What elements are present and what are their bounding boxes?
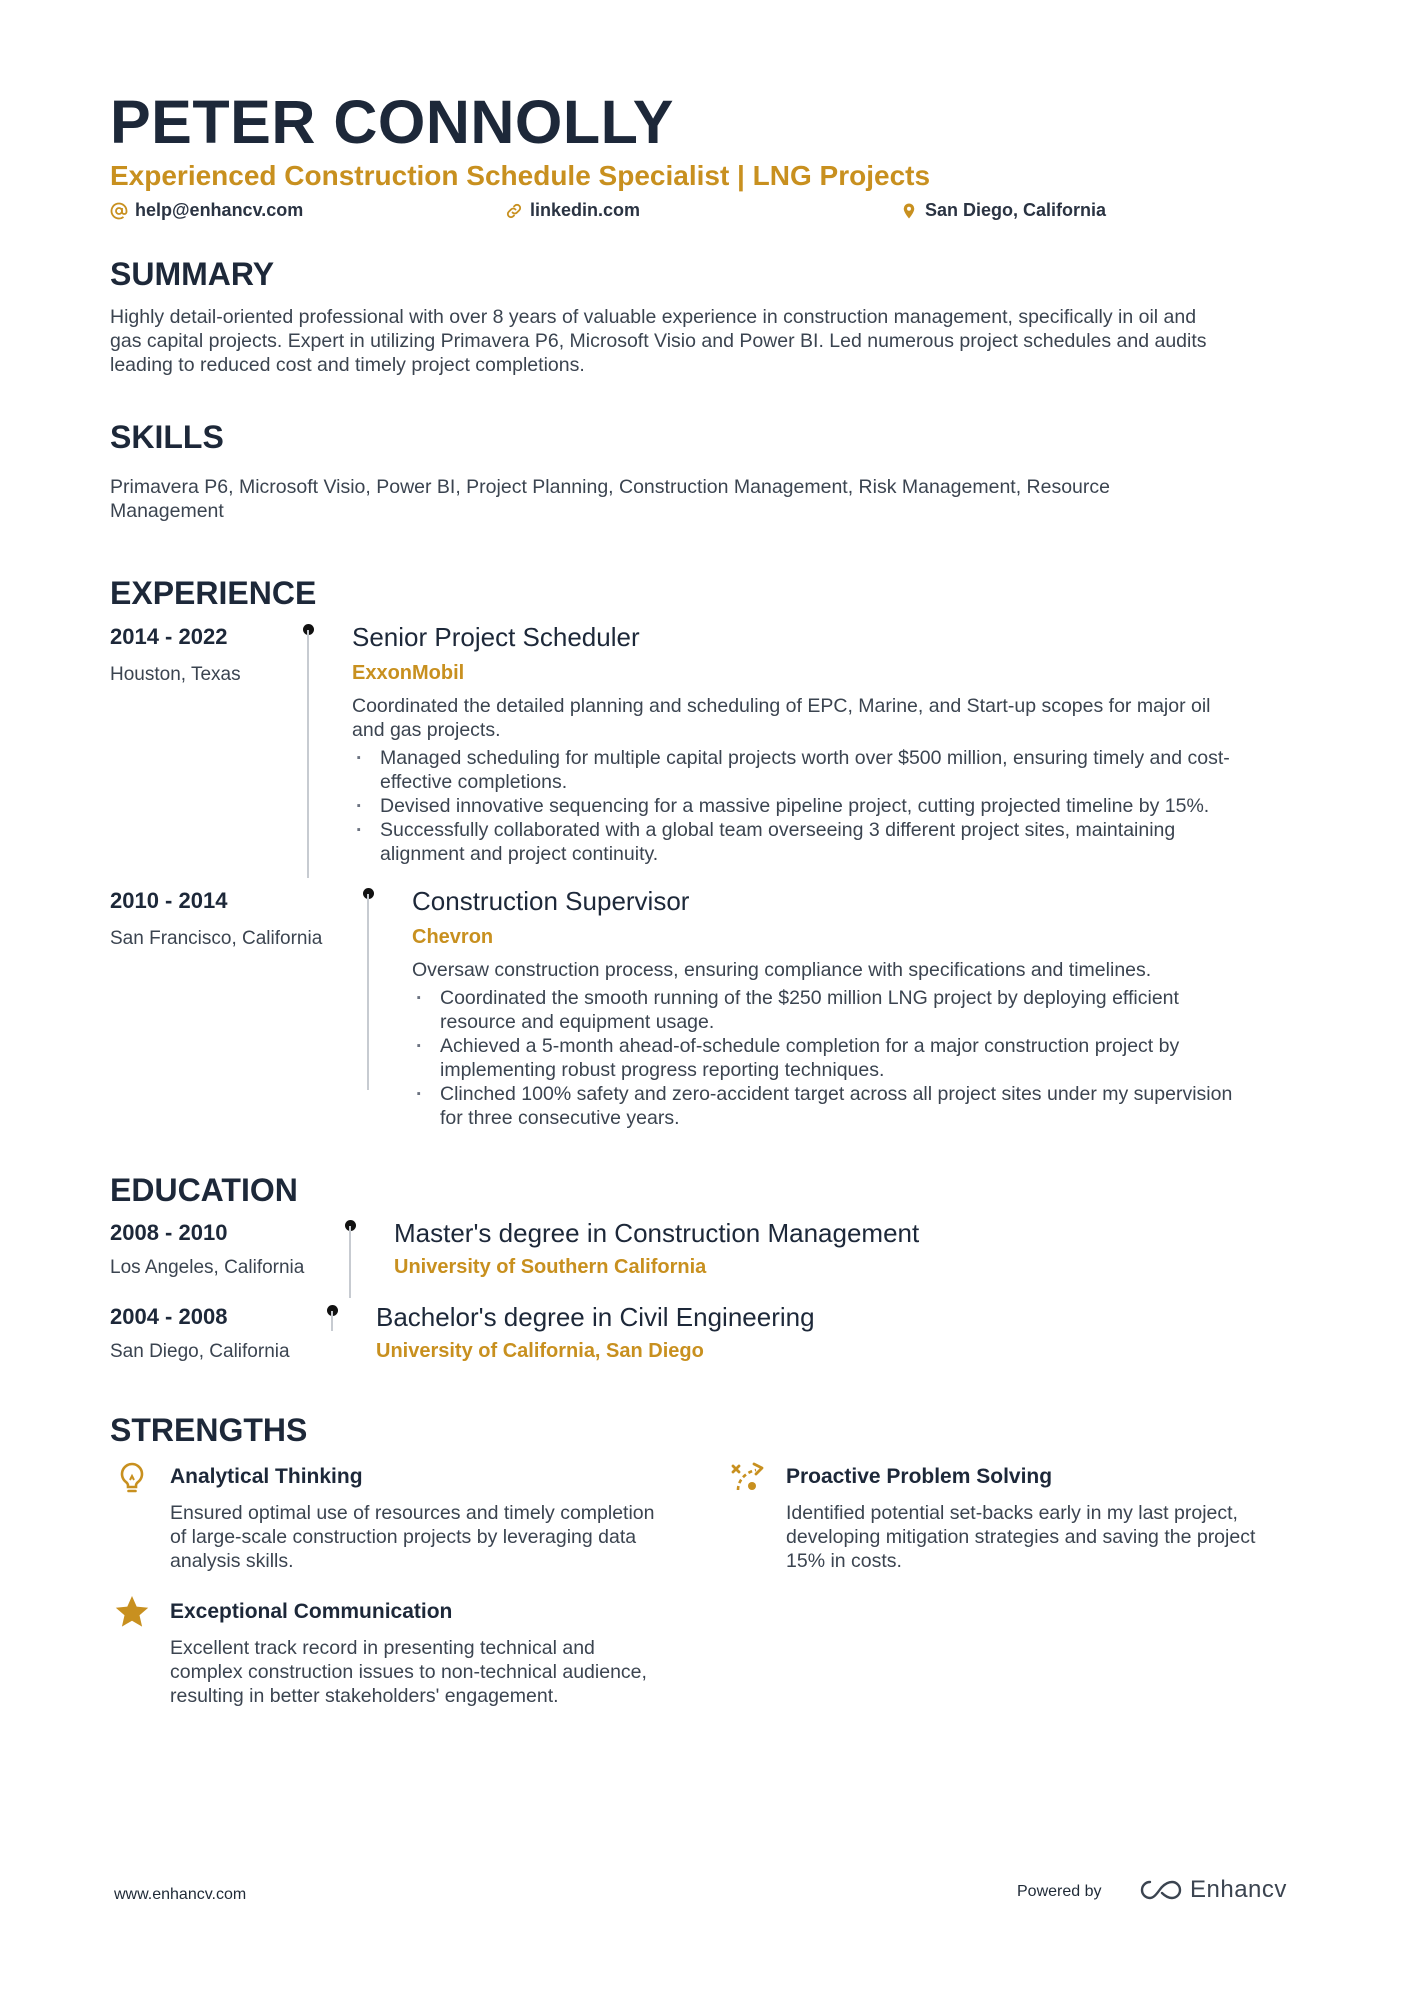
job-bullet [412, 1034, 1352, 1082]
job-bullet [352, 746, 1352, 794]
bullet-line: · Achieved a 5-month ahead-of-schedule completion for a major construction project by [440, 1035, 1180, 1057]
job-description-line: Coordinated the detailed planning and scheduling of EPC, Marine, and Start-up scopes for major oil [352, 695, 1211, 717]
job-location: Houston, Texas [110, 664, 241, 685]
edu-degree: Master's degree in Construction Management [394, 1218, 920, 1248]
bullet-line: · Managed scheduling for multiple capital projects worth over $500 million, ensuring timely and cost- [380, 747, 1230, 769]
experience-heading: EXPERIENCE [110, 575, 317, 611]
job-location: San Francisco, California [110, 928, 323, 949]
bullet-line: · Coordinated the smooth running of the $250 million LNG project by deploying efficient [440, 987, 1179, 1009]
edu-degree: Bachelor's degree in Civil Engineering [376, 1302, 815, 1332]
link-icon [505, 202, 523, 220]
skills-line: Management [110, 500, 224, 522]
job-bullet [412, 986, 1352, 1034]
contact-linkedin-text: linkedin.com [530, 200, 641, 220]
job-dates: 2014 - 2022 [110, 624, 228, 649]
education-heading: EDUCATION [110, 1172, 298, 1208]
job-bullet [412, 1082, 1352, 1130]
strengths-heading: STRENGTHS [110, 1412, 308, 1448]
strength-line: resulting in better stakeholders' engagement. [170, 1685, 559, 1707]
job-company: ExxonMobil [352, 662, 465, 684]
strength-title: Proactive Problem Solving [786, 1465, 1053, 1488]
job-bullets [352, 746, 1352, 866]
job-description [352, 694, 1302, 742]
powered-by-label: Powered by [1017, 1883, 1102, 1900]
strength-line: Ensured optimal use of resources and timely completion [170, 1502, 655, 1524]
contact-location-text: San Diego, California [925, 200, 1107, 220]
strength-line: analysis skills. [170, 1550, 294, 1572]
lightbulb-icon [114, 1460, 150, 1496]
contact-email[interactable] [110, 200, 303, 221]
candidate-title: Experienced Construction Schedule Specialist | LNG Projects [110, 160, 931, 191]
summary-line: leading to reduced cost and timely project completions. [110, 354, 585, 376]
strength-text [786, 1501, 1326, 1573]
summary-line: gas capital projects. Expert in utilizing Primavera P6, Microsoft Visio and Power BI. Led numerous project schedules and audits [110, 330, 1207, 352]
infinity-logo-icon [1136, 1877, 1184, 1903]
edu-dates: 2004 - 2008 [110, 1304, 228, 1329]
bullet-line: effective completions. [380, 771, 568, 793]
job-role: Construction Supervisor [412, 886, 690, 916]
edu-school: University of California, San Diego [376, 1340, 704, 1362]
edu-location: San Diego, California [110, 1341, 290, 1362]
skills-text [110, 475, 1305, 523]
enhancv-logo[interactable] [1136, 1876, 1287, 1904]
edu-dates: 2008 - 2010 [110, 1220, 228, 1245]
edu-school: University of Southern California [394, 1256, 707, 1278]
job-description-line: and gas projects. [352, 719, 501, 741]
star-icon [114, 1594, 150, 1630]
timeline-line [307, 630, 309, 878]
summary-text [110, 305, 1305, 377]
job-description-line: Oversaw construction process, ensuring compliance with specifications and timelines. [412, 959, 1152, 981]
strength-line: developing mitigation strategies and saving the project [786, 1526, 1256, 1548]
strength-text [170, 1636, 710, 1708]
strength-line: Identified potential set-backs early in my last project, [786, 1502, 1238, 1524]
strength-line: Excellent track record in presenting technical and [170, 1637, 595, 1659]
job-bullet [352, 818, 1352, 866]
bullet-line: · Devised innovative sequencing for a massive pipeline project, cutting projected timeline by 15%. [380, 795, 1210, 817]
job-bullets [412, 986, 1352, 1130]
brand-name: Enhancv [1190, 1876, 1287, 1903]
summary-line: Highly detail-oriented professional with over 8 years of valuable experience in construction management, specifically in oil and [110, 306, 1197, 328]
summary-heading: SUMMARY [110, 256, 275, 292]
strength-line: 15% in costs. [786, 1550, 902, 1572]
job-description [412, 958, 1362, 982]
footer-url[interactable]: www.enhancv.com [114, 1886, 247, 1903]
strategy-icon [730, 1460, 766, 1496]
timeline-line [349, 1226, 351, 1298]
bullet-line: resource and equipment usage. [440, 1011, 715, 1033]
job-dates: 2010 - 2014 [110, 888, 228, 913]
bullet-line: alignment and project continuity. [380, 843, 659, 865]
strength-line: of large-scale construction projects by leveraging data [170, 1526, 637, 1548]
strength-line: complex construction issues to non-technical audience, [170, 1661, 647, 1683]
contact-email-text: help@enhancv.com [135, 200, 304, 220]
timeline-line [367, 894, 369, 1090]
at-icon [110, 202, 128, 220]
job-company: Chevron [412, 926, 494, 948]
location-pin-icon [900, 202, 918, 220]
skills-line: Primavera P6, Microsoft Visio, Power BI, Project Planning, Construction Management, Risk Management, Resource [110, 476, 1110, 498]
bullet-line: for three consecutive years. [440, 1107, 680, 1129]
bullet-line: · Clinched 100% safety and zero-accident target across all project sites under my supervision [440, 1083, 1233, 1105]
edu-location: Los Angeles, California [110, 1257, 305, 1278]
timeline-line [331, 1311, 333, 1331]
candidate-name: PETER CONNOLLY [110, 88, 674, 156]
strength-title: Analytical Thinking [170, 1465, 363, 1488]
contact-location [900, 200, 1106, 221]
job-role: Senior Project Scheduler [352, 622, 640, 652]
contact-linkedin[interactable] [505, 200, 640, 221]
strength-text [170, 1501, 710, 1573]
skills-heading: SKILLS [110, 419, 224, 455]
bullet-line: · Successfully collaborated with a global team overseeing 3 different project sites, maintaining [380, 819, 1176, 841]
job-bullet [352, 794, 1352, 818]
strength-title: Exceptional Communication [170, 1600, 453, 1623]
bullet-line: implementing robust progress reporting techniques. [440, 1059, 885, 1081]
